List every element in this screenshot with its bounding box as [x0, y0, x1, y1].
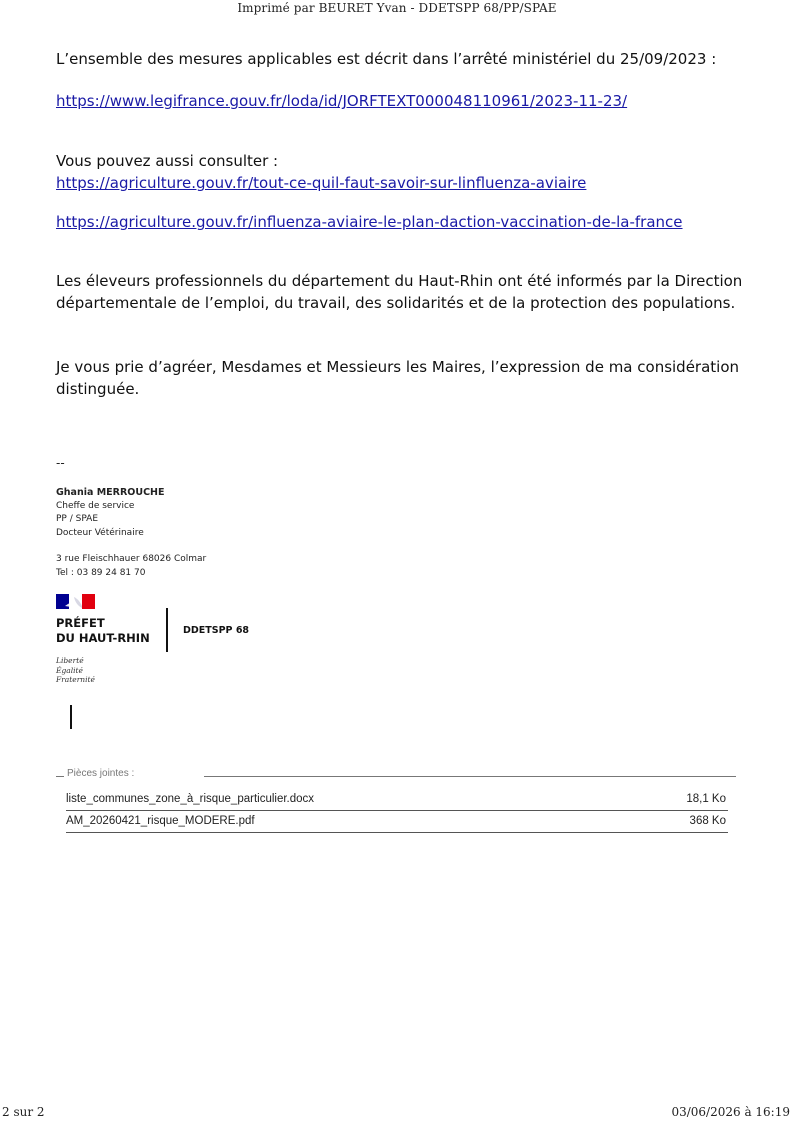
motto-liberte: Liberté: [56, 656, 84, 665]
attachment-name[interactable]: AM_20260421_risque_MODERE.pdf: [66, 815, 255, 827]
signature-title: Cheffe de service: [56, 500, 135, 511]
attachment-separator: [66, 810, 728, 811]
attachment-size: 368 Ko: [689, 815, 726, 827]
text-cursor: [70, 705, 72, 729]
influenza-info-link-line: [56, 172, 586, 194]
vaccination-plan-link-line: [56, 211, 683, 233]
logo-divider: [166, 608, 168, 652]
attachments-rule-left: [56, 776, 64, 777]
motto-egalite: Égalité: [56, 665, 83, 675]
influenza-info-link[interactable]: https://agriculture.gouv.fr/tout-ce-quil-faut-savoir-sur-linfluenza-aviaire: [56, 174, 587, 192]
attachment-row[interactable]: [66, 813, 726, 833]
paragraph-closing-line2: distinguée.: [56, 380, 140, 398]
signature-phone: Tel : 03 89 24 81 70: [56, 567, 146, 578]
attachments-label: Pièces jointes :: [67, 768, 135, 779]
motto-fraternite: Fraternité: [56, 675, 95, 684]
attachments-header: [56, 768, 736, 784]
signature-block: [56, 486, 165, 540]
signature-address: 3 rue Fleischhauer 68026 Colmar: [56, 554, 207, 564]
vaccination-plan-link[interactable]: https://agriculture.gouv.fr/influenza-aviaire-le-plan-daction-vaccination-de-la-france: [56, 213, 683, 231]
paragraph-closing: [56, 356, 739, 400]
attachment-size: 18,1 Ko: [686, 793, 726, 805]
legifrance-link-line: [56, 90, 627, 112]
paragraph-decree: L’ensemble des mesures applicables est décrit dans l’arrêté ministériel du 25/09/2023 :: [56, 50, 717, 68]
paragraph-breeders-line1: Les éleveurs professionnels du département du Haut-Rhin ont été informés par la Direction: [56, 272, 743, 290]
republic-motto: [56, 656, 95, 685]
paragraph-breeders-line2: départementale de l’emploi, du travail, des solidarités et de la protection des populations.: [56, 294, 736, 312]
attachments-rule-right: [204, 776, 736, 777]
paragraph-closing-line1: Je vous prie d’agréer, Mesdames et Messieurs les Maires, l’expression de ma considération: [56, 358, 740, 376]
signature-separator: --: [56, 456, 65, 470]
prefet-line1: PRÉFET: [56, 616, 105, 630]
signature-name: Ghania MERROUCHE: [56, 487, 165, 498]
page-number: 2 sur 2: [2, 1105, 45, 1119]
attachment-separator: [66, 832, 728, 833]
paragraph-consult: Vous pouvez aussi consulter :: [56, 152, 279, 170]
prefet-line2: DU HAUT-RHIN: [56, 631, 150, 645]
print-datetime: 03/06/2026 à 16:19: [671, 1105, 790, 1119]
flag-icon: [56, 594, 95, 609]
signature-contact: [56, 553, 206, 580]
prefet-logo-text: [56, 616, 150, 646]
legifrance-link[interactable]: https://www.legifrance.gouv.fr/loda/id/JORFTEXT000048110961/2023-11-23/: [56, 92, 628, 110]
print-header: Imprimé par BEURET Yvan - DDETSPP 68/PP/SPAE: [237, 1, 557, 15]
marianne-flag-logo: [56, 594, 95, 609]
signature-role: Docteur Vétérinaire: [56, 527, 144, 538]
attachment-name[interactable]: liste_communes_zone_à_risque_particulier.docx: [66, 793, 315, 805]
attachment-row[interactable]: [66, 791, 726, 811]
service-name: DDETSPP 68: [183, 625, 250, 636]
paragraph-breeders: [56, 270, 742, 314]
signature-unit: PP / SPAE: [56, 514, 99, 524]
